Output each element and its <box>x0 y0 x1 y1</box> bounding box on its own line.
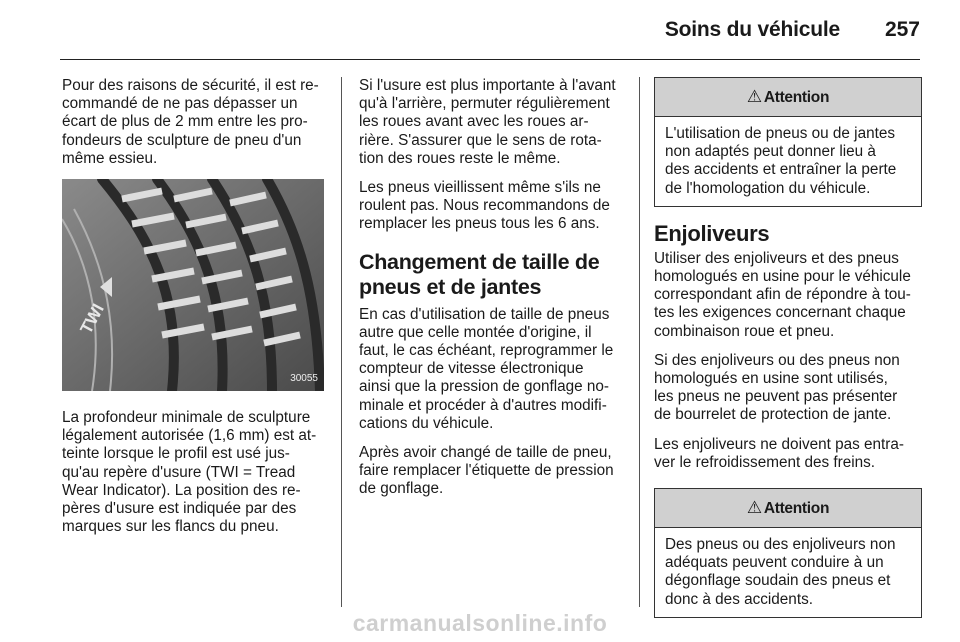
tire-tread-figure <box>62 179 324 391</box>
tread-difference-paragraph: Pour des raisons de sécurité, il est re- commandé de ne pas dépasser un écart de plus de 2 mm entre les pro- fondeurs de sculpture de pneu d'un même essieu. <box>62 77 319 167</box>
pressure-label-paragraph: Après avoir changé de taille de pneu, faire remplacer l'étiquette de pression de gonflage. <box>359 444 614 498</box>
column-divider-right <box>639 77 640 607</box>
column-3 <box>654 77 922 622</box>
hubcaps-paragraph-2: Si des enjoliveurs ou des pneus non homologués en usine sont utilisés, les pneus ne peuvent pas présenter de bourrelet de protection de jante. <box>654 351 900 424</box>
page-section-title: Soins du véhicule <box>664 18 840 41</box>
warning-box-wheels <box>654 77 922 207</box>
hubcaps-paragraph-1: Utiliser des enjoliveurs et des pneus homologués en usine pour le véhicule correspondant afin de répondre à tou- tes les exigences concernant chaque combinaison roue et pneu. <box>654 249 911 340</box>
column-divider-left <box>341 77 342 607</box>
warning-text: Des pneus ou des enjoliveurs non adéquats peuvent conduire à un dégonflage soudain des pneus et donc à des accidents. <box>665 536 896 608</box>
column-1 <box>62 77 330 547</box>
warning-header <box>655 78 921 117</box>
figure-number: 30055 <box>290 372 318 384</box>
warning-title: Attention <box>763 89 830 106</box>
wheel-rotation-paragraph: Si l'usure est plus importante à l'avant qu'à l'arrière, permuter régulièrement les roues avant avec les roues ar- rière. S'assurer que le sens de rota- tion des roues reste le même. <box>359 77 616 167</box>
warning-title: Attention <box>763 500 830 518</box>
warning-triangle-icon: ⚠ <box>746 87 762 106</box>
warning-text: L'utilisation de pneus ou de jantes non adaptés peut donner lieu à des accidents et entraîner la perte de l'homologation du véhicule. <box>665 125 897 197</box>
hubcaps-paragraph-3: Les enjoliveurs ne doivent pas entra- ver le refroidissement des freins. <box>654 435 905 471</box>
warning-box-hubcaps <box>654 488 922 618</box>
tire-aging-paragraph: Les pneus vieillissent même s'ils ne roulent pas. Nous recommandons de remplacer les pneus tous les 6 ans. <box>359 179 610 233</box>
warning-header <box>655 489 921 528</box>
page-number: 257 <box>884 18 920 41</box>
header-divider <box>60 59 920 60</box>
hubcaps-heading: Enjoliveurs <box>654 220 770 246</box>
tire-tread-illustration <box>62 179 324 391</box>
tire-size-change-heading: Changement de taille de pneus et de jantes <box>359 249 600 299</box>
twi-marking: TWI <box>76 300 108 338</box>
minimum-tread-depth-paragraph: La profondeur minimale de sculpture légalement autorisée (1,6 mm) est at- teinte lorsque le profil est usé jus- qu'au repère d'usure (TWI = Tread Wear Indicator). La position des re- pères d'usure est indiquée par des marques sur les flancs du pneu. <box>62 409 317 536</box>
column-2 <box>359 77 625 510</box>
warning-triangle-icon: ⚠ <box>746 498 762 518</box>
watermark: carmanualsonline.info <box>352 610 608 636</box>
tire-size-change-paragraph: En cas d'utilisation de taille de pneus autre que celle montée d'origine, il faut, le cas échéant, reprogrammer le compteur de vitesse électronique ainsi que la pression de gonflage no- minale et procéder à d'autres modifi- cations du véhicule. <box>359 305 614 432</box>
